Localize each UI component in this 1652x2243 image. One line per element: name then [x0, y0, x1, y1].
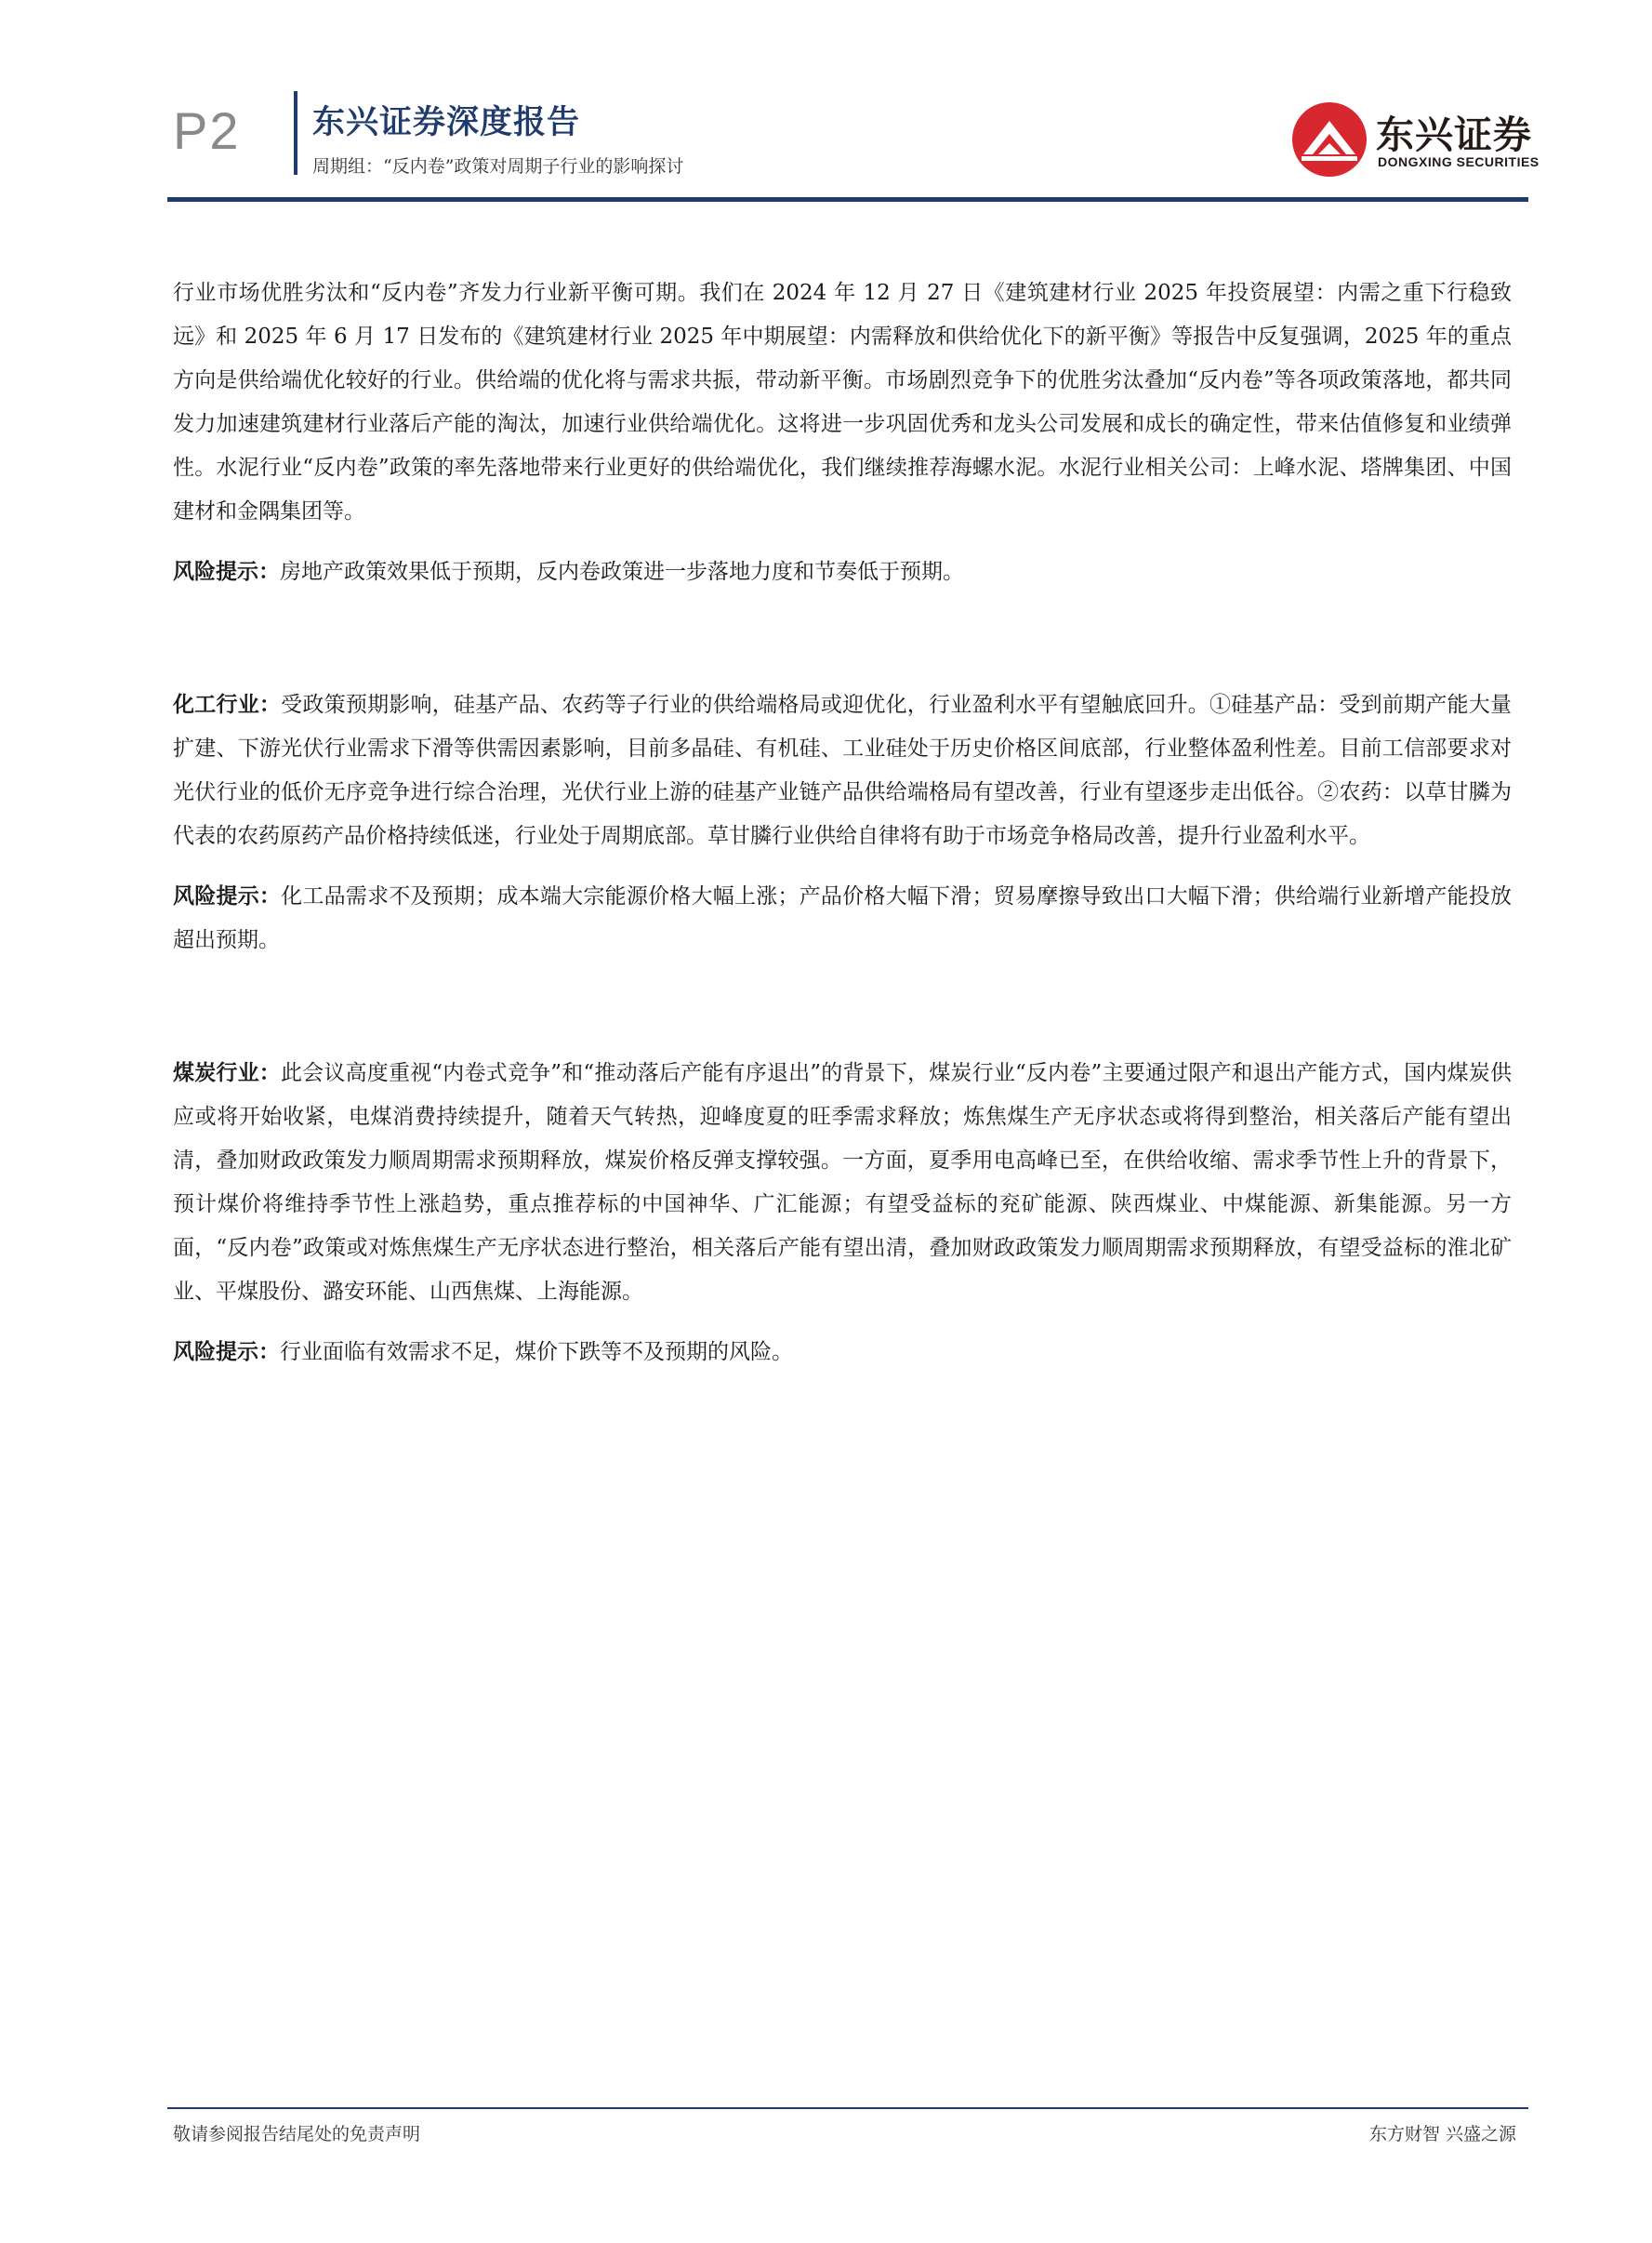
page-header — [0, 0, 1652, 205]
logo-english-name: DONGXING SECURITIES — [1378, 154, 1540, 169]
risk-text: 房地产政策效果低于预期，反内卷政策进一步落地力度和节奏低于预期。 — [280, 560, 964, 584]
building-risk-paragraph — [173, 551, 1512, 594]
company-slogan: 东方财智 兴盛之源 — [1368, 2124, 1516, 2144]
section-label-coal: 煤炭行业： — [173, 1061, 281, 1085]
disclaimer-note: 敬请参阅报告结尾处的免责声明 — [173, 2124, 421, 2144]
report-body — [173, 272, 1512, 1374]
header-rule — [167, 197, 1528, 202]
section-label-chemical: 化工行业： — [173, 693, 282, 717]
footer-rule — [167, 2107, 1528, 2109]
chemical-risk-paragraph — [173, 875, 1512, 962]
building-materials-paragraph: 行业市场优胜劣汰和“反内卷”齐发力行业新平衡可期。我们在 2024 年 12 月 27 日《建筑建材行业 2025 年投资展望：内需之重下行稳致远》和 2025 年 6 月 17 日发布的《建筑建材行业 2025 年中期展望：内需释放和供给优化下的新平衡》等报告中反复强调，2025 年的重点方向是供给端优化较好的行业。供给端的优化将与需求共振，带动新平衡。市场剧烈竞争下的优胜劣汰叠加“反内卷”等各项政策落地，都共同发力加速建筑建材行业落后产能的淘汰，加速行业供给端优化。这将进一步巩固优秀和龙头公司发展和成长的确定性，带来估值修复和业绩弹性。水泥行业“反内卷”政策的率先落地带来行业更好的供给端优化，我们继续推荐海螺水泥。水泥行业相关公司：上峰水泥、塔牌集团、中国建材和金隅集团等。 — [173, 281, 1512, 524]
chemical-body: 受政策预期影响，硅基产品、农药等子行业的供给端格局或迎优化，行业盈利水平有望触底回升。①硅基产品：受到前期产能大量扩建、下游光伏行业需求下滑等供需因素影响，目前多晶硅、有机硅、工业硅处于历史价格区间底部，行业整体盈利性差。目前工信部要求对光伏行业的低价无序竞争进行综合治理，光伏行业上游的硅基产业链产品供给端格局有望改善，行业有望逐步走出低谷。②农药：以草甘膦为代表的农药原药产品价格持续低迷，行业处于周期底部。草甘膦行业供给自律将有助于市场竞争格局改善，提升行业盈利水平。 — [173, 693, 1513, 848]
report-title: 东兴证券深度报告 — [312, 104, 581, 141]
coal-industry-paragraph — [173, 1052, 1512, 1314]
risk-text: 行业面临有效需求不足，煤价下跌等不及预期的风险。 — [280, 1340, 793, 1364]
chemical-industry-paragraph — [173, 684, 1512, 858]
header-divider — [294, 91, 297, 175]
coal-body: 此会议高度重视“内卷式竞争”和“推动落后产能有序退出”的背景下，煤炭行业“反内卷”主要通过限产和退出产能方式，国内煤炭供应或将开始收紧，电煤消费持续提升，随着天气转热，迎峰度夏的旺季需求释放；炼焦煤生产无序状态或将得到整治，相关落后产能有望出清，叠加财政政策发力顺周期需求预期释放，煤炭价格反弹支撑较强。一方面，夏季用电高峰已至，在供给收缩、需求季节性上升的背景下，预计煤价将维持季节性上涨趋势，重点推荐标的中国神华、广汇能源；有望受益标的兖矿能源、陕西煤业、中煤能源、新集能源。另一方面，“反内卷”政策或对炼焦煤生产无序状态进行整治，相关落后产能有望出清，叠加财政政策发力顺周期需求预期释放，有望受益标的淮北矿业、平煤股份、潞安环能、山西焦煤、上海能源。 — [173, 1061, 1512, 1304]
risk-label: 风险提示： — [173, 1340, 280, 1364]
logo-chinese-name: 东兴证券 — [1376, 113, 1532, 157]
risk-label: 风险提示： — [173, 560, 280, 584]
dongxing-logo — [1290, 100, 1540, 179]
page-number: P2 — [173, 101, 241, 160]
risk-text: 化工品需求不及预期；成本端大宗能源价格大幅上涨；产品价格大幅下滑；贸易摩擦导致出口大幅下滑；供给端行业新增产能投放超出预期。 — [173, 884, 1513, 952]
dongxing-logo-icon — [1290, 100, 1368, 179]
risk-label: 风险提示： — [173, 884, 282, 909]
report-subtitle: 周期组：“反内卷”政策对周期子行业的影响探讨 — [312, 156, 684, 177]
coal-risk-paragraph — [173, 1331, 1512, 1374]
